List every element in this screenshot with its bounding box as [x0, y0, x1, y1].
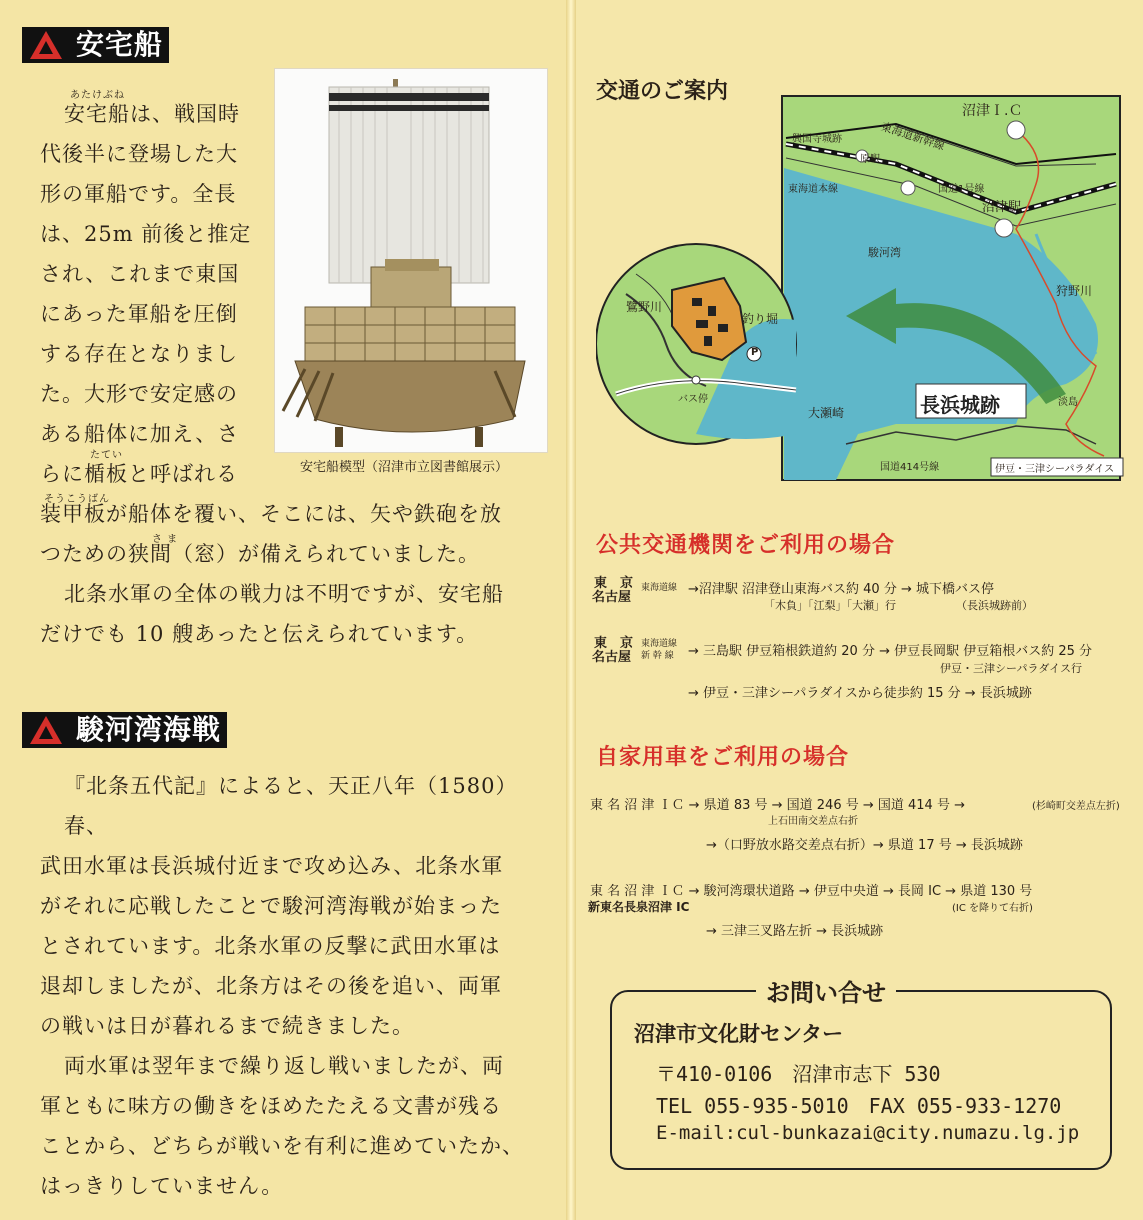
atakebune-model-photo	[274, 68, 548, 453]
section-heading-atakebune	[22, 27, 169, 63]
contact-title: お問い合せ	[756, 973, 896, 1008]
route1-city1: 東 京	[594, 576, 634, 591]
map-label-suruga-bay: 駿河湾	[868, 246, 901, 259]
section-heading-surugawan	[22, 712, 227, 748]
car2-alt: 新東名長泉沼津 IC	[588, 900, 690, 914]
text-line: とされています。北条水軍の反撃に武田水軍は	[40, 934, 501, 958]
car2-main: 東 名 沼 津 ＩＣ → 駿河湾環状道路 → 伊豆中央道 → 長岡 IC → 県道 130 号	[590, 884, 1033, 899]
route1-city2: 名古屋	[592, 590, 632, 605]
car1-note2: 上石田南交差点右折	[768, 816, 858, 827]
route2-main2: → 伊豆・三津シーパラダイスから徒歩約 15 分 → 長浜城跡	[688, 686, 1032, 701]
surugawan-text	[40, 766, 555, 1206]
access-title: 交通のご案内	[596, 79, 729, 104]
atakebune-text-narrow	[40, 94, 265, 494]
text-line: がそれに応戦したことで駿河湾海戦が始まった	[40, 894, 502, 918]
section-title: 駿河湾海戦	[70, 712, 227, 748]
text-line: 北条水軍の全体の戦力は不明ですが、安宅船	[64, 582, 504, 606]
car1-note1: (杉崎町交差点左折)	[1032, 801, 1120, 812]
map-label-tokaido: 東海道本線	[788, 184, 838, 195]
parking-icon: P	[751, 347, 759, 358]
route1-main: →沼津駅 沼津登山東海バス約 40 分 → 城下橋バス停	[688, 582, 994, 597]
ruby-soukouban: そうこうばん	[44, 494, 110, 505]
map-label-oosezaki: 大瀬崎	[808, 406, 845, 420]
public-transport-heading: 公共交通機関をご利用の場合	[596, 533, 896, 558]
text-line: 安宅船は、戦国時	[64, 102, 240, 126]
ship-illustration	[275, 69, 547, 452]
map-label-koukokuji: 興国寺城跡	[792, 134, 842, 145]
page-fold	[566, 0, 576, 1220]
map-label-numazu-station: 沼津駅	[982, 200, 1022, 215]
route1-sub2: （長浜城跡前）	[956, 599, 1033, 612]
ruby-sama: さ ま	[152, 534, 179, 545]
map-label-shinkansen: 東海道新幹線	[879, 120, 947, 153]
map-label-bus-stop: バス停	[678, 394, 708, 405]
route2-sub: 伊豆・三津シーパラダイス行	[940, 662, 1083, 675]
contact-tel-fax: TEL 055-935-5010 FAX 055-933-1270	[656, 1094, 1062, 1118]
text-line: だけでも 10 艘あったと伝えられています。	[40, 622, 479, 646]
ruby-tateita: たてい	[90, 450, 123, 461]
map-label-numazu-ic: 沼津Ｉ.Ｃ	[962, 103, 1023, 119]
map-label-route1: 国道1号線	[938, 184, 985, 195]
map-label-tsuribori: 釣り堀	[742, 312, 779, 326]
map-label-saginogawa: 鷺野川	[626, 300, 663, 314]
hojo-crest-icon	[22, 712, 70, 748]
map-label-route414: 国道414号線	[880, 462, 940, 473]
car2-note: (IC を降りて右折)	[952, 903, 1033, 914]
map-label-paradise: 伊豆・三津シーパラダイス	[995, 464, 1115, 475]
ruby-atakebune: あたけぶね	[70, 90, 125, 101]
text-line: はっきりしていません。	[40, 1174, 284, 1198]
route1-line: 東海道線	[641, 583, 678, 593]
contact-email[interactable]: E-mail:cul-bunkazai@city.numazu.lg.jp	[656, 1122, 1080, 1144]
text-line: らに楯板と呼ばれる	[40, 462, 238, 486]
car1-main: 東 名 沼 津 ＩＣ → 県道 83 号 → 国道 246 号 → 国道 414 号 →	[590, 798, 965, 813]
section-title: 安宅船	[70, 27, 169, 63]
text-line: 武田水軍は長浜城付近まで攻め込み、北条水軍	[40, 854, 504, 878]
text-line: 形の軍船です。全長	[40, 182, 237, 206]
route2-line2: 新 幹 線	[641, 651, 674, 661]
photo-caption: 安宅船模型（沼津市立図書館展示）	[300, 460, 509, 475]
car-heading: 自家用車をご利用の場合	[596, 745, 850, 770]
text-line: 軍ともに味方の働きをほめたたえる文書が残る	[40, 1094, 502, 1118]
text-line: 代後半に登場した大	[40, 142, 238, 166]
route1-sub1: 「木負」「江梨」「大瀬」行	[764, 599, 896, 612]
text-line: 装甲板が船体を覆い、そこには、矢や鉄砲を放	[40, 502, 502, 526]
map-label-hara: 原駅	[860, 154, 880, 165]
hojo-crest-icon	[22, 27, 70, 63]
text-line: する存在となりまし	[40, 342, 238, 366]
contact-org: 沼津市文化財センター	[634, 1022, 844, 1046]
route2-line1: 東海道線	[641, 639, 678, 649]
atakebune-text-wide	[40, 494, 550, 654]
text-line: た。大形で安定感の	[40, 382, 238, 406]
map-label-kanogawa: 狩野川	[1056, 284, 1093, 298]
car1-main2: →（口野放水路交差点右折）→ 県道 17 号 → 長浜城跡	[706, 838, 1023, 853]
car2-main2: → 三津三叉路左折 → 長浜城跡	[706, 924, 884, 939]
route2-main: → 三島駅 伊豆箱根鉄道約 20 分 → 伊豆長岡駅 伊豆箱根バス約 25 分	[688, 644, 1093, 659]
text-line: つための狭間（窓）が備えられていました。	[40, 542, 480, 566]
text-line: 両水軍は翌年まで繰り返し戦いましたが、両	[64, 1054, 504, 1078]
route2-city2: 名古屋	[592, 650, 632, 665]
text-line: 『北条五代記』によると、天正八年（1580）春、	[64, 774, 518, 838]
text-line: は、25m 前後と推定	[40, 222, 252, 246]
text-line: にあった軍船を圧倒	[40, 302, 238, 326]
text-line: され、これまで東国	[40, 262, 240, 286]
text-line: 退却しましたが、北条方はその後を追い、両軍	[40, 974, 502, 998]
text-line: の戦いは日が暮れるまで続きました。	[40, 1014, 414, 1038]
text-line: ある船体に加え、さ	[40, 422, 240, 446]
contact-address: 〒410-0106 沼津市志下 530	[656, 1062, 941, 1086]
route2-city1: 東 京	[594, 636, 634, 651]
map-label-awashima: 淡島	[1058, 397, 1078, 408]
map-label-nagahama: 長浜城跡	[920, 393, 1000, 417]
text-line: ことから、どちらが戦いを有利に進めていたか、	[40, 1134, 524, 1158]
